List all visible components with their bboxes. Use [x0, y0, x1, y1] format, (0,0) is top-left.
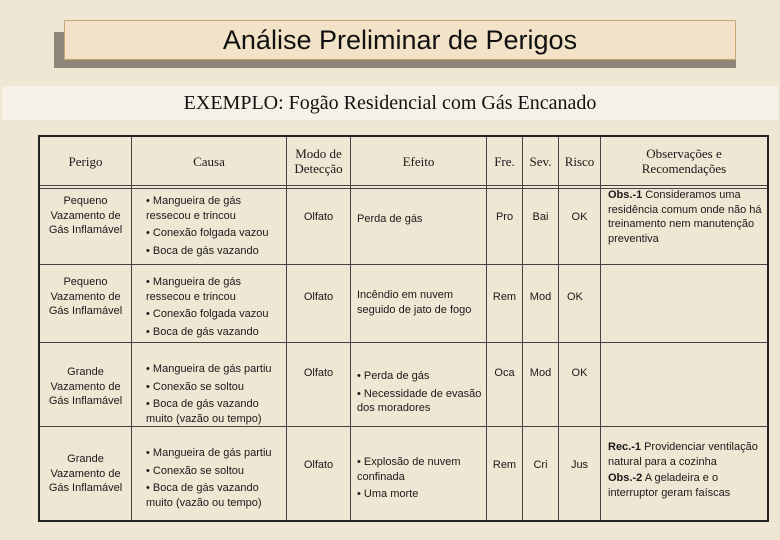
row2-efeito: Incêndio em nuvem seguido de jato de fogo: [357, 289, 472, 316]
row2-modo: Olfato: [303, 291, 334, 303]
header-modo-deteccao: Modo de Detecção: [294, 146, 343, 176]
row1-causa: • Boca de gás vazando: [146, 244, 284, 259]
page-subtitle: EXEMPLO: Fogão Residencial com Gás Encanado: [2, 86, 778, 120]
row3-causa: • Conexão se soltou: [146, 380, 284, 395]
row1-sev: Bai: [532, 211, 549, 223]
row3-fre: Oca: [494, 367, 515, 379]
obs-tag: Obs.-1: [608, 189, 643, 201]
row2-causas: [146, 275, 284, 342]
row2-causa: • Mangueira de gás ressecou e trincou: [146, 275, 284, 304]
rec-tag: Rec.-1: [608, 441, 642, 453]
row4-perigo: Grande Vazamento de Gás Inflamável: [48, 453, 123, 494]
obs-text: A geladeira e o interruptor geram faíscas: [608, 472, 731, 499]
hazard-analysis-table: [38, 135, 769, 522]
header-causa: Causa: [193, 153, 225, 169]
row1-causas: [146, 194, 284, 261]
row3-sev: Mod: [529, 367, 552, 379]
row3-causa: • Mangueira de gás partiu: [146, 362, 284, 377]
rec-text: Providenciar ventilação natural para a cozinha: [608, 441, 758, 468]
row4-observacoes: [608, 440, 765, 500]
row1-observacao: [608, 188, 765, 246]
row4-efeitos: [357, 455, 485, 505]
row3-perigo: Grande Vazamento de Gás Inflamável: [48, 366, 123, 407]
row2-causa: • Conexão folgada vazou: [146, 307, 284, 322]
row4-causa: • Mangueira de gás partiu: [146, 446, 284, 461]
row1-risco: OK: [571, 211, 588, 223]
header-observacoes: Observações e Recomendações: [641, 146, 727, 176]
row4-causa: • Conexão se soltou: [146, 464, 284, 479]
row3-modo: Olfato: [303, 367, 334, 379]
row3-efeitos: [357, 369, 485, 419]
row2-causa: • Boca de gás vazando: [146, 325, 284, 340]
header-perigo: Perigo: [68, 153, 103, 169]
row2-risco: OK: [567, 291, 583, 303]
obs-tag: Obs.-2: [608, 472, 643, 484]
header-risco: Risco: [564, 153, 595, 169]
row1-efeito: Perda de gás: [357, 213, 423, 225]
row3-risco: OK: [571, 367, 588, 379]
row3-efeito: • Necessidade de evasão dos moradores: [357, 387, 485, 416]
row4-causa: • Boca de gás vazando muito (vazão ou tempo): [146, 481, 284, 510]
row3-causa: • Boca de gás vazando muito (vazão ou tempo): [146, 397, 284, 426]
row2-sev: Mod: [529, 291, 552, 303]
row4-fre: Rem: [492, 459, 517, 471]
row4-sev: Cri: [533, 459, 548, 471]
row4-efeito: • Uma morte: [357, 487, 485, 502]
row3-efeito: • Perda de gás: [357, 369, 485, 384]
row4-modo: Olfato: [303, 459, 334, 471]
row2-perigo: Pequeno Vazamento de Gás Inflamável: [48, 276, 123, 317]
page-title: Análise Preliminar de Perigos: [64, 20, 736, 60]
row1-causa: • Conexão folgada vazou: [146, 226, 284, 241]
obs-text: Consideramos uma residência comum onde não há treinamento nem manutenção preventiva: [608, 189, 762, 245]
row4-efeito: • Explosão de nuvem confinada: [357, 455, 485, 484]
row4-causas: [146, 446, 284, 513]
header-efeito: Efeito: [402, 153, 435, 169]
row1-modo: Olfato: [303, 211, 334, 223]
row3-causas: [146, 362, 284, 429]
header-severidade: Sev.: [529, 153, 552, 169]
header-frequencia: Fre.: [494, 153, 515, 169]
row4-observacao: [608, 471, 765, 500]
row1-causa: • Mangueira de gás ressecou e trincou: [146, 194, 284, 223]
row2-fre: Rem: [492, 291, 517, 303]
row1-fre: Pro: [495, 211, 514, 223]
row4-observacao: [608, 440, 765, 469]
row4-risco: Jus: [570, 459, 589, 471]
row1-perigo: Pequeno Vazamento de Gás Inflamável: [48, 195, 123, 236]
